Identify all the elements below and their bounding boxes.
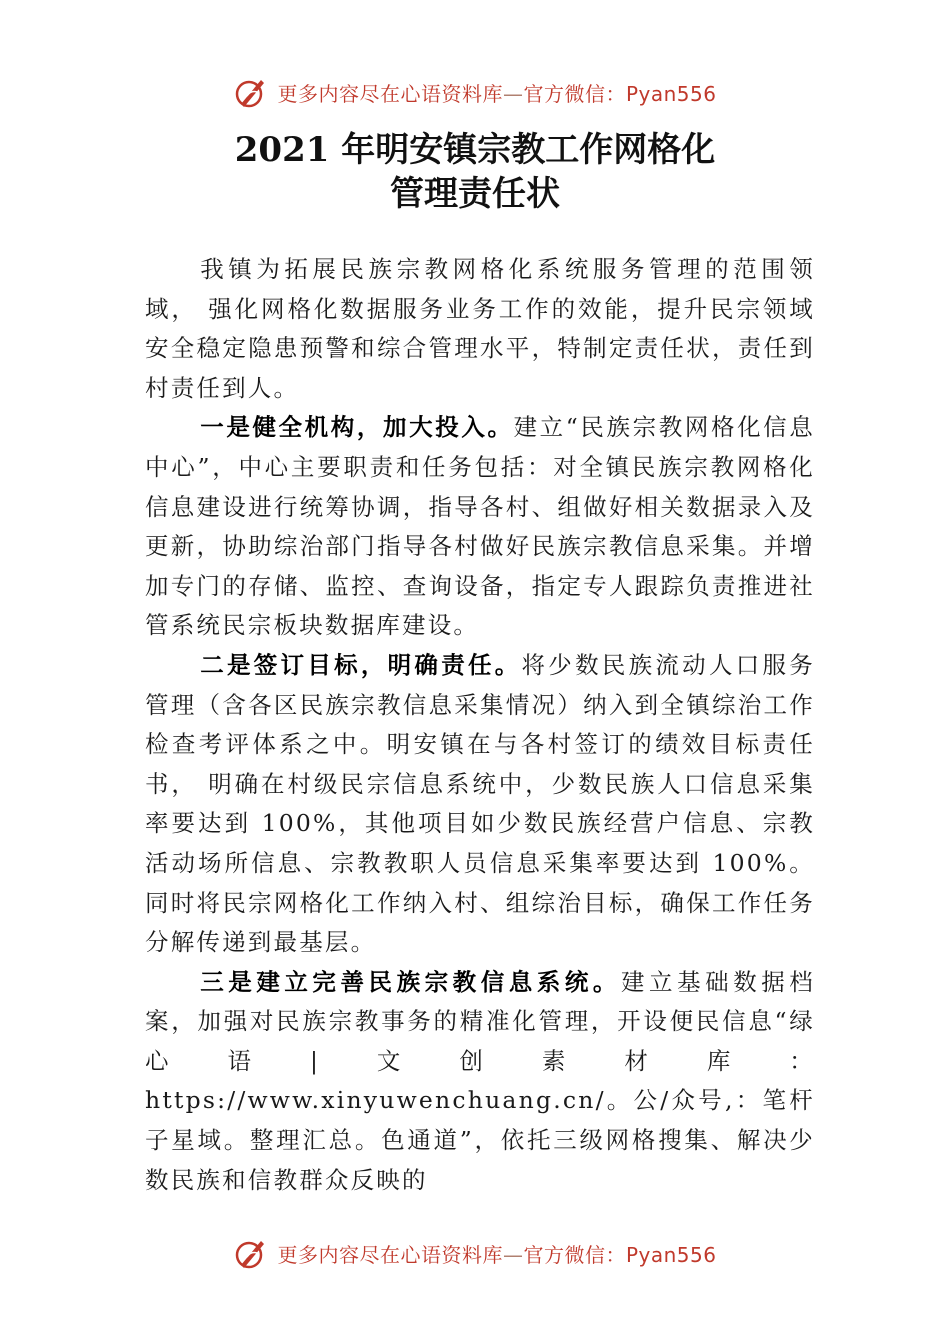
paragraph-lead: 一是健全机构，加大投入。: [200, 413, 514, 442]
header-watermark: [0, 72, 950, 112]
paragraph-text: 建立基础数据档案，加强对民族宗教事务的精准化管理，开设便民信息“绿心语|文创素材库：https://www.xinyuwenchuang.cn/。公/众号,：笔杆子星域。整理汇总。色通道”，依托三级网格搜集、解决少数民族和信教群众反映的: [145, 967, 816, 1194]
watermark-separator: —: [502, 81, 524, 106]
pen-circle-logo-icon: [233, 74, 269, 110]
watermark-text: [277, 78, 716, 107]
watermark-main: 更多内容尽在心语资料库: [277, 81, 503, 106]
watermark-contact: 官方微信：Pyan556: [523, 81, 717, 106]
paragraph-text: 我镇为拓展民族宗教网格化系统服务管理的范围领域， 强化网格化数据服务业务工作的效能，提升民宗领域安全稳定隐患预警和综合管理水平，特制定责任状，责任到村责任到人。: [145, 255, 815, 402]
watermark-separator: —: [502, 1242, 524, 1267]
paragraph-1: [145, 408, 815, 646]
paragraph-3: [145, 963, 815, 1201]
watermark-text: [277, 1239, 716, 1268]
paragraph-text: 将少数民族流动人口服务管理（含各区民族宗教信息采集情况）纳入到全镇综治工作检查考评体系之中。明安镇在与各村签订的绩效目标责任书， 明确在村级民宗信息系统中，少数民族人口信息采集率要达到 100%，其他项目如少数民族经营户信息、宗教活动场所信息、宗教教职人员信息采集率要达到 100%。同时将民宗网格化工作纳入村、组综治目标，确保工作任务分解传递到最基层。: [145, 650, 815, 957]
paragraph-intro: [145, 250, 815, 408]
watermark-main: 更多内容尽在心语资料库: [277, 1242, 503, 1267]
paragraph-lead: 二是签订目标，明确责任。: [200, 650, 522, 679]
watermark-contact: 官方微信：Pyan556: [523, 1242, 717, 1267]
document-body: [145, 250, 815, 1200]
document-title-line1: 2021 年明安镇宗教工作网格化: [234, 130, 716, 170]
document-title-line2: 管理责任状: [390, 174, 560, 214]
paragraph-lead: 三是建立完善民族宗教信息系统。: [200, 967, 621, 996]
paragraph-text: 建立“民族宗教网格化信息中心”，中心主要职责和任务包括：对全镇民族宗教网格化信息建设进行统筹协调，指导各村、组做好相关数据录入及更新，协助综治部门指导各村做好民族宗教信息采集。并增加专门的存储、监控、查询设备，指定专人跟踪负责推进社管系统民宗板块数据库建设。: [145, 413, 815, 640]
paragraph-2: [145, 646, 815, 963]
pen-circle-logo-icon: [233, 1235, 269, 1271]
footer-watermark: [0, 1233, 950, 1273]
